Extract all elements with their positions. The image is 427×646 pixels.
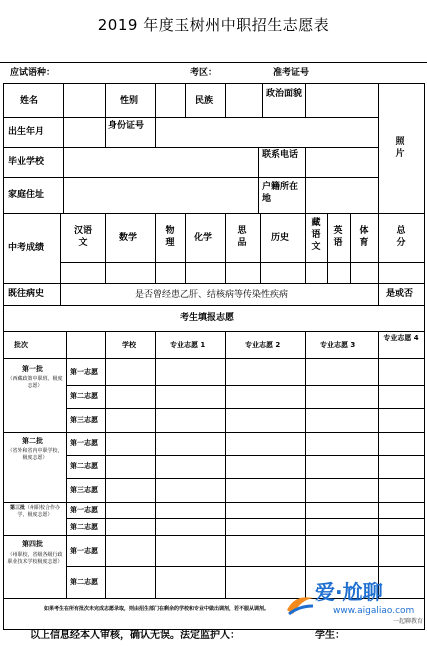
batch-2-choice-2: 第二志愿 xyxy=(70,462,98,470)
medical-label: 既往病史 xyxy=(8,289,45,299)
batch-1-choice-3: 第三志愿 xyxy=(70,416,98,424)
batch-1-choice-1: 第一志愿 xyxy=(70,368,98,376)
watermark-url: www.aigaliao.com xyxy=(333,606,415,616)
page-title: 2019 年度玉树州中职招生志愿表 xyxy=(97,16,330,34)
medical-question: 是否曾经患乙肝、结核病等传染性疾病 xyxy=(135,290,289,300)
address-label: 家庭住址 xyxy=(8,190,45,200)
subject-history: 历史 xyxy=(271,233,290,243)
header-batch: 批次 xyxy=(14,341,28,349)
batch-4-name: 第四批 xyxy=(22,540,43,548)
birth-label: 出生年月 xyxy=(8,127,45,137)
subject-math: 数学 xyxy=(119,233,138,243)
watermark-logo xyxy=(285,580,427,636)
subject-pe: 体育 xyxy=(359,226,369,248)
ticket-number-label: 准考证号 xyxy=(273,68,310,78)
exam-area-label: 考区： xyxy=(190,68,218,78)
subject-ethics: 思品 xyxy=(237,226,247,248)
header-school: 学校 xyxy=(122,341,136,349)
header-major-3: 专业志愿 3 xyxy=(320,341,356,349)
batch-1-choice-2: 第二志愿 xyxy=(70,392,98,400)
batch-3-name: 第三批（州职校合作办学，极度志愿） xyxy=(9,505,61,518)
header-top-line xyxy=(0,62,427,63)
volunteer-section-title: 考生填报志愿 xyxy=(180,313,235,323)
batch-4-choice-1: 第一志愿 xyxy=(70,547,98,555)
scores-label: 中考成绩 xyxy=(8,243,45,253)
batch-1-name: 第一批 xyxy=(22,365,43,373)
batch-3-choice-1: 第一志愿 xyxy=(70,506,98,514)
medical-answer: 是或否 xyxy=(386,289,414,299)
phone-label: 联系电话 xyxy=(262,150,299,160)
subject-chemistry: 化学 xyxy=(194,233,213,243)
exam-language-label: 应试语种： xyxy=(10,68,56,78)
logo-swoosh-icon xyxy=(285,588,315,618)
batch-4-desc: （州职校，省级各级行政职业技术学校极度志愿） xyxy=(7,552,63,565)
subject-total: 总分 xyxy=(396,226,406,248)
batch-2-choice-1: 第一志愿 xyxy=(70,439,98,447)
hukou-label: 户籍所在地 xyxy=(262,182,299,204)
gender-label: 性别 xyxy=(120,96,139,106)
watermark-tagline: 一起聊教育 xyxy=(393,618,424,625)
school-label: 毕业学校 xyxy=(8,157,45,167)
name-label: 姓名 xyxy=(20,96,39,106)
batch-2-desc: （省外和省内中职学校，极度志愿） xyxy=(7,448,63,461)
ethnicity-label: 民族 xyxy=(195,96,214,106)
footnote: 如果考生在所有批次未完成志愿录取，则由招生部门在剩余的学校和专业中做出调剂，若不服从调剂。 xyxy=(44,606,270,612)
batch-3-choice-2: 第二志愿 xyxy=(70,523,98,531)
subject-tibetan: 藏语文 xyxy=(311,218,321,252)
batch-3-desc: （州职校合作办学，极度志愿） xyxy=(17,505,61,518)
id-number-label: 身份证号 xyxy=(108,121,145,131)
header-major-1: 专业志愿 1 xyxy=(170,341,206,349)
batch-1-desc: （西藏政策中职班、极度志愿） xyxy=(7,376,63,389)
header-major-4: 专业志愿 4 xyxy=(383,334,419,342)
subject-english: 英语 xyxy=(333,226,343,248)
watermark-brand: 爱·尬聊 xyxy=(315,580,383,604)
header-major-2: 专业志愿 2 xyxy=(245,341,281,349)
subject-chinese: 汉语文 xyxy=(73,226,92,248)
signature-text: 以上信息经本人审核，确认无误。法定监护人： xyxy=(30,630,240,641)
batch-2-name: 第二批 xyxy=(22,437,43,445)
student-signature-label: 学生： xyxy=(315,630,345,641)
batch-4-choice-2: 第二志愿 xyxy=(70,578,98,586)
photo-label: 照片 xyxy=(395,137,405,159)
political-status-label: 政治面貌 xyxy=(265,89,302,99)
subject-physics: 物理 xyxy=(165,226,175,248)
batch-2-choice-3: 第三志愿 xyxy=(70,486,98,494)
